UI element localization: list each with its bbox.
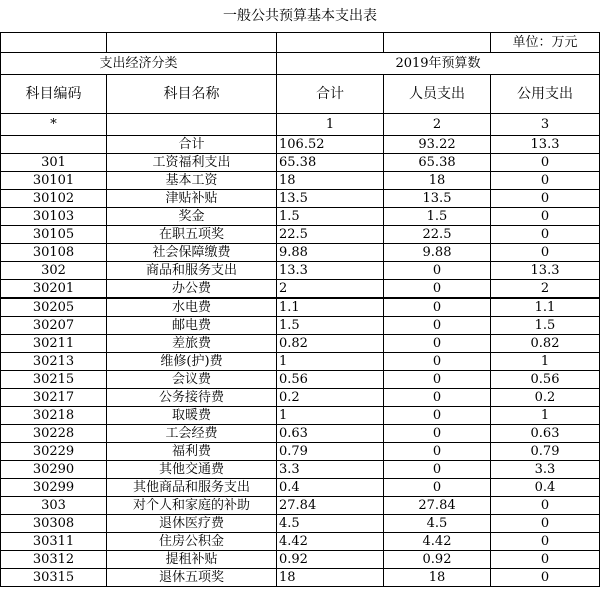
row-personnel: 9.88 bbox=[384, 244, 491, 262]
row-subject-code: 30312 bbox=[1, 551, 107, 569]
row-subject-code bbox=[1, 136, 107, 154]
index-name-blank bbox=[107, 114, 277, 136]
row-total: 13.5 bbox=[277, 190, 384, 208]
row-subject-code: 30211 bbox=[1, 335, 107, 353]
row-public: 2 bbox=[491, 280, 600, 299]
table-row bbox=[1, 425, 600, 443]
row-personnel: 0 bbox=[384, 389, 491, 407]
row-public: 0.79 bbox=[491, 443, 600, 461]
row-total: 0.63 bbox=[277, 425, 384, 443]
row-total: 3.3 bbox=[277, 461, 384, 479]
row-subject-code: 302 bbox=[1, 262, 107, 280]
header-economic-classification: 支出经济分类 bbox=[1, 53, 277, 75]
table-row bbox=[1, 569, 600, 587]
row-subject-name: 商品和服务支出 bbox=[107, 262, 277, 280]
row-subject-code: 30311 bbox=[1, 533, 107, 551]
row-public: 0 bbox=[491, 533, 600, 551]
row-total: 9.88 bbox=[277, 244, 384, 262]
row-subject-name: 邮电费 bbox=[107, 317, 277, 335]
row-total: 27.84 bbox=[277, 497, 384, 515]
row-public: 0 bbox=[491, 226, 600, 244]
row-personnel: 0 bbox=[384, 461, 491, 479]
row-personnel: 0 bbox=[384, 425, 491, 443]
table-row bbox=[1, 551, 600, 569]
table-row bbox=[1, 208, 600, 226]
row-personnel: 0 bbox=[384, 317, 491, 335]
row-subject-code: 30205 bbox=[1, 298, 107, 317]
header-total: 合计 bbox=[277, 75, 384, 114]
table-title: 一般公共预算基本支出表 bbox=[1, 0, 600, 33]
row-public: 1 bbox=[491, 407, 600, 425]
unit-blank-cell bbox=[107, 33, 277, 53]
row-personnel: 0 bbox=[384, 280, 491, 299]
row-public: 0 bbox=[491, 497, 600, 515]
row-public: 0.4 bbox=[491, 479, 600, 497]
row-total: 1 bbox=[277, 353, 384, 371]
row-subject-code: 30101 bbox=[1, 172, 107, 190]
row-personnel: 4.42 bbox=[384, 533, 491, 551]
header-personnel: 人员支出 bbox=[384, 75, 491, 114]
row-total: 106.52 bbox=[277, 136, 384, 154]
row-public: 0 bbox=[491, 190, 600, 208]
row-subject-code: 30108 bbox=[1, 244, 107, 262]
row-subject-name: 水电费 bbox=[107, 298, 277, 317]
row-subject-name: 社会保障缴费 bbox=[107, 244, 277, 262]
row-subject-name: 福利费 bbox=[107, 443, 277, 461]
row-personnel: 0 bbox=[384, 479, 491, 497]
row-total: 2 bbox=[277, 280, 384, 299]
row-personnel: 0 bbox=[384, 407, 491, 425]
row-total: 1 bbox=[277, 407, 384, 425]
row-personnel: 0 bbox=[384, 335, 491, 353]
row-total: 0.56 bbox=[277, 371, 384, 389]
row-subject-code: 30215 bbox=[1, 371, 107, 389]
row-subject-name: 津贴补贴 bbox=[107, 190, 277, 208]
row-total: 0.82 bbox=[277, 335, 384, 353]
row-subject-name: 在职五项奖 bbox=[107, 226, 277, 244]
row-personnel: 1.5 bbox=[384, 208, 491, 226]
row-public: 1.1 bbox=[491, 298, 600, 317]
row-total: 4.42 bbox=[277, 533, 384, 551]
header-subject-code: 科目编码 bbox=[1, 75, 107, 114]
table-row bbox=[1, 226, 600, 244]
unit-blank-cell bbox=[277, 33, 384, 53]
unit-blank-cell bbox=[1, 33, 107, 53]
row-public: 3.3 bbox=[491, 461, 600, 479]
table-row bbox=[1, 443, 600, 461]
table-row bbox=[1, 407, 600, 425]
header-subject-name: 科目名称 bbox=[107, 75, 277, 114]
row-subject-name: 差旅费 bbox=[107, 335, 277, 353]
row-subject-name: 公务接待费 bbox=[107, 389, 277, 407]
row-public: 0 bbox=[491, 208, 600, 226]
row-public: 0 bbox=[491, 515, 600, 533]
row-personnel: 0 bbox=[384, 262, 491, 280]
table-row bbox=[1, 353, 600, 371]
row-public: 0.2 bbox=[491, 389, 600, 407]
row-total: 0.79 bbox=[277, 443, 384, 461]
table-row bbox=[1, 190, 600, 208]
unit-label: 单位：万元 bbox=[491, 33, 600, 53]
row-public: 0 bbox=[491, 172, 600, 190]
table-row bbox=[1, 515, 600, 533]
table-row bbox=[1, 136, 600, 154]
header-public: 公用支出 bbox=[491, 75, 600, 114]
row-personnel: 0 bbox=[384, 371, 491, 389]
row-subject-name: 取暖费 bbox=[107, 407, 277, 425]
row-total: 1.5 bbox=[277, 317, 384, 335]
row-personnel: 27.84 bbox=[384, 497, 491, 515]
row-subject-code: 30217 bbox=[1, 389, 107, 407]
row-subject-code: 30308 bbox=[1, 515, 107, 533]
row-personnel: 13.5 bbox=[384, 190, 491, 208]
row-subject-name: 退休五项奖 bbox=[107, 569, 277, 587]
row-public: 1 bbox=[491, 353, 600, 371]
table-row bbox=[1, 298, 600, 317]
row-total: 18 bbox=[277, 569, 384, 587]
row-public: 0.82 bbox=[491, 335, 600, 353]
index-personnel: 2 bbox=[384, 114, 491, 136]
row-personnel: 0.92 bbox=[384, 551, 491, 569]
row-subject-name: 其他交通费 bbox=[107, 461, 277, 479]
row-subject-code: 30315 bbox=[1, 569, 107, 587]
row-subject-code: 30105 bbox=[1, 226, 107, 244]
table-row bbox=[1, 172, 600, 190]
unit-blank-cell bbox=[384, 33, 491, 53]
header-budget-year: 2019年预算数 bbox=[277, 53, 600, 75]
row-subject-name: 退休医疗费 bbox=[107, 515, 277, 533]
row-subject-code: 30201 bbox=[1, 280, 107, 299]
row-subject-name: 其他商品和服务支出 bbox=[107, 479, 277, 497]
row-subject-code: 30229 bbox=[1, 443, 107, 461]
row-personnel: 22.5 bbox=[384, 226, 491, 244]
row-subject-code: 30207 bbox=[1, 317, 107, 335]
table-row bbox=[1, 479, 600, 497]
row-total: 1.5 bbox=[277, 208, 384, 226]
row-total: 0.2 bbox=[277, 389, 384, 407]
table-row bbox=[1, 154, 600, 172]
row-subject-name: 工会经费 bbox=[107, 425, 277, 443]
row-subject-name: 基本工资 bbox=[107, 172, 277, 190]
table-row bbox=[1, 335, 600, 353]
row-public: 0.63 bbox=[491, 425, 600, 443]
table-row bbox=[1, 371, 600, 389]
row-subject-code: 30290 bbox=[1, 461, 107, 479]
index-public: 3 bbox=[491, 114, 600, 136]
row-personnel: 0 bbox=[384, 353, 491, 371]
table-row bbox=[1, 461, 600, 479]
row-subject-name: 对个人和家庭的补助 bbox=[107, 497, 277, 515]
row-total: 0.92 bbox=[277, 551, 384, 569]
row-public: 0.56 bbox=[491, 371, 600, 389]
row-subject-code: 301 bbox=[1, 154, 107, 172]
row-total: 65.38 bbox=[277, 154, 384, 172]
row-personnel: 4.5 bbox=[384, 515, 491, 533]
row-public: 0 bbox=[491, 154, 600, 172]
index-total: 1 bbox=[277, 114, 384, 136]
row-subject-name: 维修(护)费 bbox=[107, 353, 277, 371]
row-public: 0 bbox=[491, 244, 600, 262]
row-personnel: 18 bbox=[384, 569, 491, 587]
row-subject-name: 会议费 bbox=[107, 371, 277, 389]
row-subject-code: 30228 bbox=[1, 425, 107, 443]
row-personnel: 93.22 bbox=[384, 136, 491, 154]
row-subject-code: 30102 bbox=[1, 190, 107, 208]
row-subject-name: 合计 bbox=[107, 136, 277, 154]
table-row bbox=[1, 262, 600, 280]
row-public: 0 bbox=[491, 569, 600, 587]
row-subject-code: 30299 bbox=[1, 479, 107, 497]
table-row bbox=[1, 389, 600, 407]
row-subject-code: 30213 bbox=[1, 353, 107, 371]
row-public: 13.3 bbox=[491, 262, 600, 280]
row-personnel: 18 bbox=[384, 172, 491, 190]
table-row bbox=[1, 317, 600, 335]
row-personnel: 65.38 bbox=[384, 154, 491, 172]
row-subject-name: 住房公积金 bbox=[107, 533, 277, 551]
row-total: 13.3 bbox=[277, 262, 384, 280]
row-subject-name: 奖金 bbox=[107, 208, 277, 226]
table-row bbox=[1, 497, 600, 515]
table-row bbox=[1, 280, 600, 299]
row-subject-code: 30103 bbox=[1, 208, 107, 226]
row-public: 0 bbox=[491, 551, 600, 569]
row-personnel: 0 bbox=[384, 298, 491, 317]
row-public: 1.5 bbox=[491, 317, 600, 335]
row-total: 22.5 bbox=[277, 226, 384, 244]
row-total: 18 bbox=[277, 172, 384, 190]
row-subject-code: 303 bbox=[1, 497, 107, 515]
table-row bbox=[1, 244, 600, 262]
row-subject-name: 办公费 bbox=[107, 280, 277, 299]
row-personnel: 0 bbox=[384, 443, 491, 461]
row-total: 1.1 bbox=[277, 298, 384, 317]
row-subject-name: 工资福利支出 bbox=[107, 154, 277, 172]
index-code: * bbox=[1, 114, 107, 136]
row-subject-code: 30218 bbox=[1, 407, 107, 425]
row-total: 0.4 bbox=[277, 479, 384, 497]
row-subject-name: 提租补贴 bbox=[107, 551, 277, 569]
table-row bbox=[1, 533, 600, 551]
row-total: 4.5 bbox=[277, 515, 384, 533]
row-public: 13.3 bbox=[491, 136, 600, 154]
